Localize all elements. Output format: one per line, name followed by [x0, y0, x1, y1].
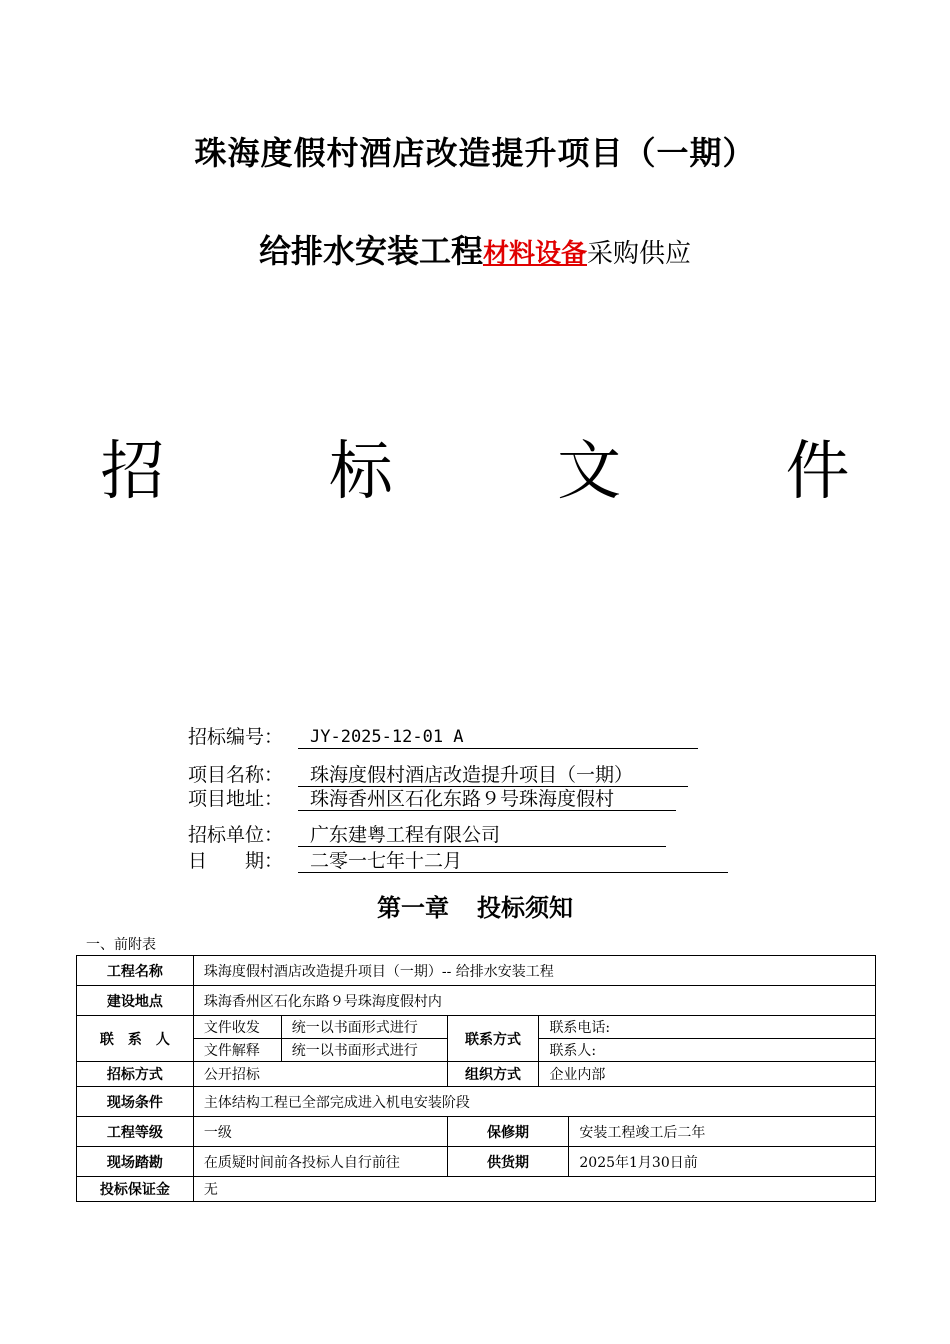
org-method-value: 企业内部: [539, 1062, 876, 1087]
section-heading: 一、前附表: [86, 937, 156, 953]
warranty-value: 安装工程竣工后二年: [569, 1117, 876, 1147]
cover-title-line1: 珠海度假村酒店改造提升项目（一期）: [194, 134, 756, 172]
grade-header: 工程等级: [77, 1117, 194, 1147]
survey-header: 现场踏勘: [77, 1147, 194, 1177]
chapter-title: 投标须知: [477, 894, 573, 922]
table-row: [77, 1117, 876, 1147]
grade-value: 一级: [193, 1117, 447, 1147]
doc-explain-label: 文件解释: [193, 1039, 281, 1062]
supply-value: 2025年1月30日前: [569, 1147, 876, 1177]
table-row: [77, 1177, 876, 1202]
date-row: [188, 846, 728, 873]
table-row: [77, 1087, 876, 1117]
bid-number-row: [188, 722, 698, 749]
cover-title-line2: [0, 226, 950, 272]
contact-phone: 联系电话:: [539, 1016, 876, 1039]
site-condition-value: 主体结构工程已全部完成进入机电安装阶段: [193, 1087, 875, 1117]
bid-number-value: JY-2025-12-01 A: [298, 726, 698, 749]
doc-send-label: 文件收发: [193, 1016, 281, 1039]
contact-method-header: 联系方式: [447, 1016, 539, 1062]
project-name-value: 珠海度假村酒店改造提升项目（一期）: [298, 764, 688, 787]
date-label: 日 期：: [188, 850, 284, 872]
table-row: [77, 1062, 876, 1087]
doc-explain-value: 统一以书面形式进行: [281, 1039, 447, 1062]
supply-header: 供货期: [447, 1147, 569, 1177]
date-value: 二零一七年十二月: [298, 850, 728, 873]
bid-number-label: 招标编号：: [188, 726, 284, 748]
project-name-label: 项目名称：: [188, 764, 284, 786]
chapter-heading: [0, 888, 950, 923]
deposit-header: 投标保证金: [77, 1177, 194, 1202]
deposit-value: 无: [193, 1177, 875, 1202]
project-address-row: [188, 784, 676, 811]
document-type-heading: 招 标 文 件: [100, 435, 922, 509]
project-name-cell: 珠海度假村酒店改造提升项目（一期）-- 给排水安装工程: [193, 956, 875, 986]
title-line2-bold: 给排水安装工程: [258, 232, 483, 270]
title-line2-tail: 采购供应: [587, 239, 692, 269]
table-row: [77, 1147, 876, 1177]
table-row: [77, 956, 876, 986]
table-row: [77, 1016, 876, 1039]
preliminary-table: [76, 955, 876, 1202]
tenderer-value: 广东建粤工程有限公司: [298, 824, 666, 847]
bid-method-header: 招标方式: [77, 1062, 194, 1087]
site-header: 建设地点: [77, 986, 194, 1016]
title-line2-red: 材料设备: [482, 239, 587, 269]
bid-method-value: 公开招标: [193, 1062, 447, 1087]
doc-send-value: 统一以书面形式进行: [281, 1016, 447, 1039]
project-address-label: 项目地址：: [188, 788, 284, 810]
chapter-number: 第一章: [377, 894, 449, 922]
site-cell: 珠海香州区石化东路９号珠海度假村内: [193, 986, 875, 1016]
project-name-row: [188, 760, 688, 787]
contact-header: 联 系 人: [77, 1016, 194, 1062]
tenderer-label: 招标单位：: [188, 824, 284, 846]
org-method-header: 组织方式: [447, 1062, 539, 1087]
tenderer-row: [188, 820, 666, 847]
table-row: [77, 986, 876, 1016]
site-condition-header: 现场条件: [77, 1087, 194, 1117]
project-name-header: 工程名称: [77, 956, 194, 986]
warranty-header: 保修期: [447, 1117, 569, 1147]
contact-person: 联系人:: [539, 1039, 876, 1062]
survey-value: 在质疑时间前各投标人自行前往: [193, 1147, 447, 1177]
project-address-value: 珠海香州区石化东路９号珠海度假村: [298, 788, 676, 811]
